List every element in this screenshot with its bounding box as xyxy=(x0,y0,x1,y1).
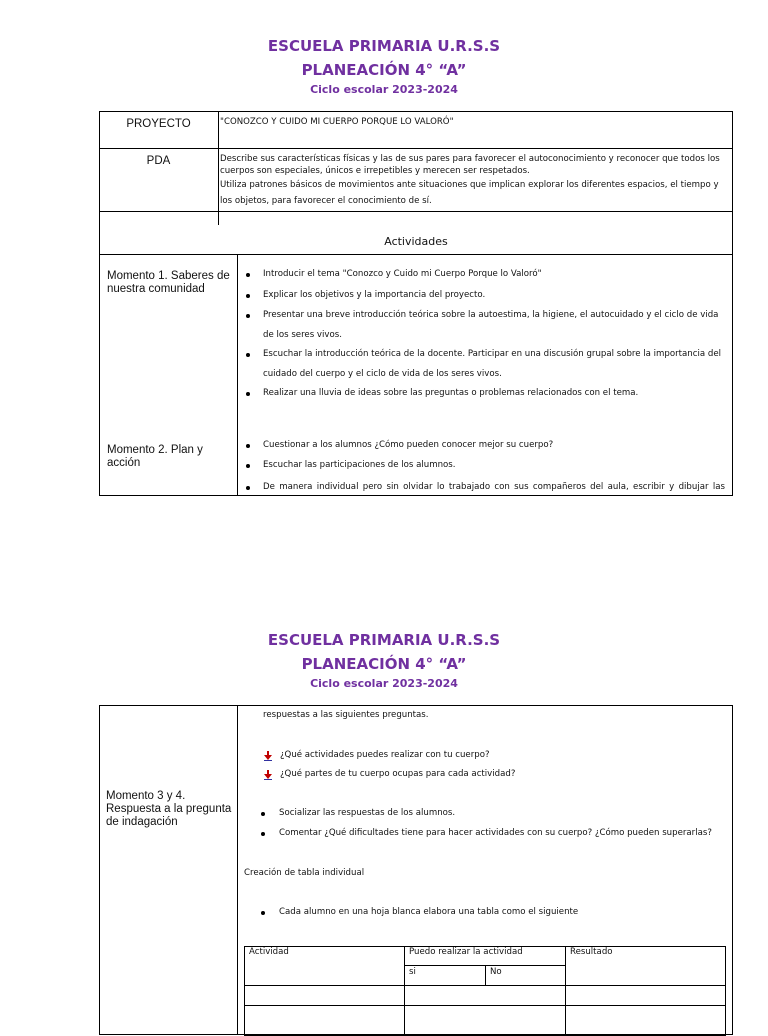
bullet-dot xyxy=(261,832,265,836)
momento2-label: Momento 2. Plan y acción xyxy=(107,444,203,469)
momento1-item: Presentar una breve introducción teórica sobre la autoestima, la higiene, el autocuidado y el ciclo de vida xyxy=(263,310,719,320)
planeacion-title: PLANEACIÓN 4° “A” xyxy=(301,655,467,673)
cycle-subtitle: Ciclo escolar 2023-2024 xyxy=(310,677,458,690)
pda-line: cuerpos son especiales, únicos e irrepetibles y merecen ser respetados. xyxy=(220,166,530,176)
continued-line: respuestas a las siguientes preguntas. xyxy=(263,710,429,720)
momento34-label: Momento 3 y 4. Respuesta a la pregunta de indagación xyxy=(106,790,232,828)
actividades-heading: Actividades xyxy=(384,235,448,248)
momento2-item: Escuchar las participaciones de los alumnos. xyxy=(263,460,456,470)
arrow-down-icon xyxy=(264,751,272,761)
bullet-dot xyxy=(246,273,250,277)
question-item: ¿Qué partes de tu cuerpo ocupas para cada actividad? xyxy=(280,769,516,779)
school-title: ESCUELA PRIMARIA U.R.S.S xyxy=(267,631,501,649)
table-header-puedo: Puedo realizar la actividad xyxy=(409,947,523,957)
momento1-item: Realizar una lluvia de ideas sobre las preguntas o problemas relacionados con el tema. xyxy=(263,388,639,398)
bullet-dot xyxy=(246,294,250,298)
tabla-title: Creación de tabla individual xyxy=(244,868,365,878)
table-subheader-si: si xyxy=(409,967,416,977)
pda-line: Describe sus características físicas y las de sus pares para favorecer el autoconocimiento y reconocer que todos los xyxy=(220,154,720,164)
table-subheader-no: No xyxy=(490,967,502,977)
table-header-resultado: Resultado xyxy=(570,947,613,957)
bullet-dot xyxy=(246,353,250,357)
bullet-dot xyxy=(246,464,250,468)
pda-line: los objetos, para favorecer el conocimiento de sí. xyxy=(220,196,432,206)
bullet-dot xyxy=(261,812,265,816)
momento1-label: Momento 1. Saberes de nuestra comunidad xyxy=(107,270,230,295)
pda-label: PDA xyxy=(146,155,171,167)
cycle-subtitle: Ciclo escolar 2023-2024 xyxy=(310,83,458,96)
planeacion-title: PLANEACIÓN 4° “A” xyxy=(301,61,467,79)
momento1-item: Explicar los objetivos y la importancia del proyecto. xyxy=(263,290,486,300)
momento1-item-cont: de los seres vivos. xyxy=(263,330,342,340)
question-item: ¿Qué actividades puedes realizar con tu cuerpo? xyxy=(280,750,490,760)
bullet-dot xyxy=(246,444,250,448)
bullet-dot xyxy=(246,486,250,490)
bullet-dot xyxy=(246,392,250,396)
momento2-item: Cuestionar a los alumnos ¿Cómo pueden conocer mejor su cuerpo? xyxy=(263,440,554,450)
pda-line: Utiliza patrones básicos de movimientos ante situaciones que implican explorar los diferentes espacios, el tiempo y xyxy=(220,180,719,190)
proyecto-value: "CONOZCO Y CUIDO MI CUERPO PORQUE LO VALORÓ" xyxy=(220,117,454,127)
momento1-item-cont: cuidado del cuerpo y el ciclo de vida de los seres vivos. xyxy=(263,369,502,379)
school-title: ESCUELA PRIMARIA U.R.S.S xyxy=(267,37,501,55)
momento2-item: De manera individual pero sin olvidar lo trabajado con sus compañeros del aula, escribir y dibujar las xyxy=(263,482,725,492)
bullet-dot xyxy=(261,911,265,915)
momento1-item: Introducir el tema "Conozco y Cuido mi Cuerpo Porque lo Valoró" xyxy=(263,269,542,279)
arrow-down-icon xyxy=(264,770,272,780)
momento1-item: Escuchar la introducción teórica de la docente. Participar en una discusión grupal sobre la importancia del xyxy=(263,349,721,359)
bullet-dot xyxy=(246,314,250,318)
proyecto-label: PROYECTO xyxy=(126,118,191,130)
momento34-item: Socializar las respuestas de los alumnos. xyxy=(279,808,456,818)
tabla-item: Cada alumno en una hoja blanca elabora una tabla como el siguiente xyxy=(279,907,579,917)
momento34-item: Comentar ¿Qué dificultades tiene para hacer actividades con su cuerpo? ¿Cómo pueden superarlas? xyxy=(279,828,712,838)
table-header-actividad: Actividad xyxy=(249,947,289,957)
